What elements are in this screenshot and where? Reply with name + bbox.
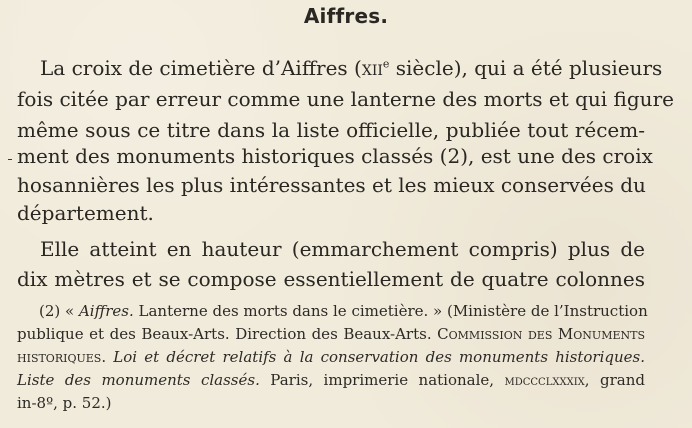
- paragraph-line-1: [40, 53, 663, 84]
- footnote-line-1: [39, 300, 648, 323]
- footnote-line-4: [17, 369, 645, 392]
- century-superscript: e: [382, 57, 390, 71]
- footnote-text: Paris, imprimerie nationale,: [259, 371, 505, 389]
- footnote-line-3: [17, 346, 645, 369]
- paragraph-text: La croix de cimetière d’Aiffres (: [40, 56, 362, 80]
- footnote-place: Aiffres.: [78, 302, 134, 320]
- footnote-list-title: Liste des monuments classés.: [17, 371, 260, 389]
- paragraph-text: siècle), qui a été plusieurs: [389, 56, 663, 80]
- paragraph-line-4: ment des monuments historiques classés (2), est une des croix: [17, 144, 653, 168]
- paragraph-line-5: hosannières les plus intéressantes et les mieux conservées du: [17, 173, 646, 197]
- page-heading: Aiffres.: [303, 4, 389, 28]
- margin-mark: [8, 159, 12, 160]
- footnote-year: mdccclxxxix: [504, 373, 585, 389]
- footnote-text: (2) «: [39, 302, 79, 320]
- footnote-line-5: in-8º, p. 52.): [17, 394, 112, 412]
- century-numeral: xii: [361, 56, 383, 80]
- paragraph-line-2: fois citée par erreur comme une lanterne des morts et qui figure: [17, 87, 674, 111]
- paragraph-line-3: même sous ce titre dans la liste officielle, publiée tout récem-: [17, 118, 645, 142]
- paragraph-line-6: département.: [17, 201, 154, 225]
- footnote-law: Loi et décret relatifs à la conservation des monuments historiques.: [113, 348, 645, 366]
- footnote-text: Lanterne des morts dans le cimetière. » (Ministère de l’Instruction: [133, 302, 648, 320]
- paragraph2-line-1: Elle atteint en hauteur (emmarchement compris) plus de: [40, 237, 645, 261]
- footnote-historiques: historiques: [17, 348, 102, 366]
- footnote-commission: Commission des Monuments: [437, 325, 645, 343]
- paragraph2-line-2: dix mètres et se compose essentiellement de quatre colonnes: [17, 267, 645, 291]
- footnote-text: .: [101, 348, 114, 366]
- footnote-line-2: [17, 323, 645, 346]
- footnote-text: , grand: [584, 371, 645, 389]
- footnote-text: publique et des Beaux-Arts. Direction des Beaux-Arts.: [17, 325, 438, 343]
